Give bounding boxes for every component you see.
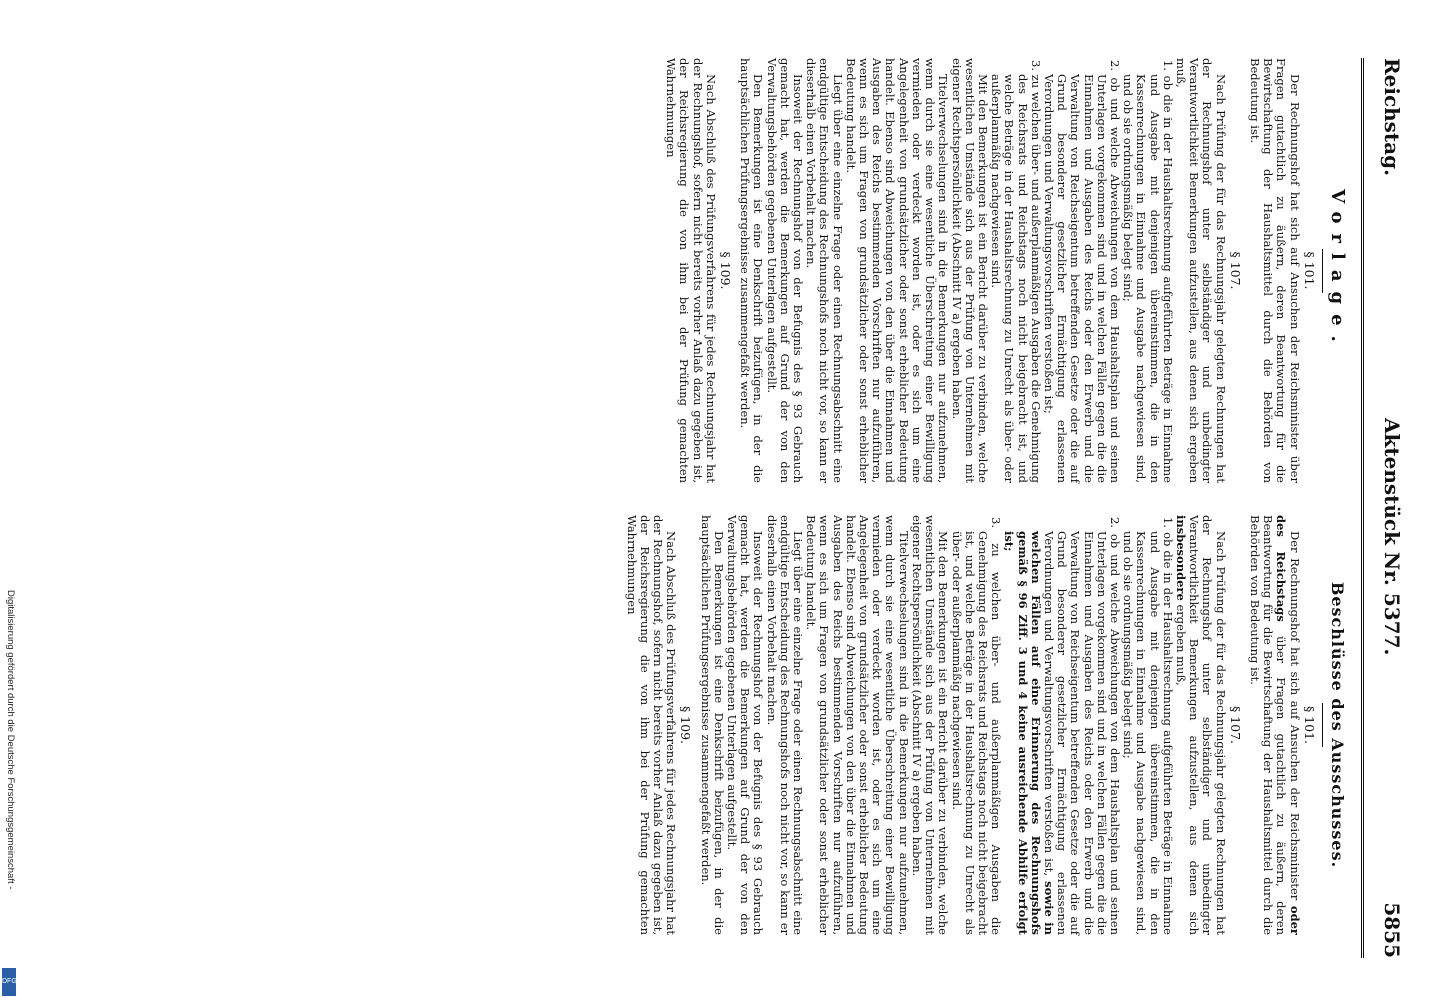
inserted-text: sowie in welchen Fällen auf eine Erinnerung des Rechnungshofs gemäß § 96 Ziff. 3 und 4 keine ausreichende Abhilfe erfolgt ist; — [1002, 531, 1056, 936]
paragraph-vorbehalt: Liegt über eine einzelne Frage oder einen Rechnungsabschnitt eine endgültige Entscheidung des Rechnungshofs noch nicht vor, so kann er dieserhalb einen Vorbehalt machen. — [804, 58, 845, 483]
paragraph-titelverwechselungen: Titelverwechselungen sind in die Bemerkungen nur aufzunehmen, wenn durch sie eine wesentliche Überschreitung einer Bewilligung vermieden oder verdeckt worden ist, oder es sich um eine Angelegenheit von grundsätzlicher oder sonst erheblicher Bedeutung handelt. Ebenso sind Abweichungen von den über die Einnahmen und Ausgaben des Reichs bestimmenden Vorschriften nur aufzuführen, wenn es sich um Fragen von grundsätzlicher oder sonst erheblicher Bedeutung handelt. — [843, 58, 951, 483]
paragraph-titelverwechselungen: Titelverwechselungen sind in die Bemerkungen nur aufzunehmen, wenn durch sie eine wesentliche Überschreitung einer Bewilligung vermieden oder verdeckt worden ist, oder es sich um eine Angelegenheit von grundsätzlicher oder sonst erheblicher Bedeutung handelt. Ebenso sind Abweichungen von den über die Einnahmen und Ausgaben des Reichs bestimmenden Vorschriften nur aufzuführen, wenn es sich um Fragen von grundsätzlicher oder sonst erheblicher Bedeutung handelt. — [804, 515, 911, 935]
paragraph-befugnis: Insoweit der Rechnungshof von der Befugnis des § 93 Gebrauch gemacht hat, werden die Bemerkungen auf Grund der von den Verwaltungsbehörden gegebenen Unterlagen aufgestellt. — [725, 515, 766, 935]
paragraph-denkschrift: Den Bemerkungen ist eine Denkschrift beizufügen, in der die hauptsächlichen Prüfungsergebnisse zusammengefaßt werden. — [698, 515, 726, 935]
column-title-vorlage: Vorlage. — [1327, 189, 1348, 352]
list-item-2: 2. ob und welche Abweichungen von dem Haushaltsplan und seinen Unterlagen vorgekommen sind und in welchen Fällen gegen die die Einnahmen und Ausgaben des Reichs oder den Erwerb und die Verwaltung von Reichseigentum betreffenden Gesetze oder die auf Grund besonderer gesetzlicher Ermächtigung erlassenen Verordnungen und Verwaltungsvorschriften verstoßen ist; — [1041, 60, 1122, 483]
list-item-3: 3. zu welchen über- und außerplanmäßigen Ausgaben die Genehmigung des Reichsrats und Reichstags noch nicht beigebracht ist, und welche Beträge in der Haushaltsrechnung zu Unrecht als über- oder außerplanmäßig nachgewiesen sind. — [949, 517, 1004, 935]
paragraph-bericht: Mit den Bemerkungen ist ein Bericht darüber zu verbinden, welche wesentlichen Umstände sich aus der Prüfung von Unternehmen mit eigener Rechtspersönlichkeit (Abschnitt IV a) ergeben haben. — [909, 515, 951, 935]
section-101-text: Der Rechnungshof hat sich auf Ansuchen der Reichsminister über Fragen gutachtlich zu äußern, deren Beantwortung für die Bewirtschaftung der Haushaltsmittel durch die Behörden von Bedeutung ist. — [1247, 58, 1302, 483]
list-item-1: 1. ob die in der Haushaltsrechnung aufgeführten Beträge in Einnahme und Ausgabe mit denjenigen übereinstimmen, die in den Kassenrechnungen in Einnahme und Ausgabe nachgewiesen sind, und ob sie ordnungsmäßig belegt sind; — [1121, 517, 1175, 935]
text-run: über Fragen gutachtlich zu äußern, deren Beantwortung für die Bewirtschaftung der Haushaltsmittel durch die Behörden von Bedeutung ist. — [1247, 515, 1289, 935]
section-heading-109: § 109. — [678, 705, 694, 745]
inserted-text: insbesondere — [1173, 515, 1188, 601]
column-vorlage — [664, 58, 1348, 483]
digitization-note-text: Digitalisierung gefördert durch die Deutsche Forschungsgemeinschaft - — [5, 590, 16, 890]
list-item-2 — [1002, 517, 1122, 936]
digitization-note — [2, 590, 18, 990]
section-101-text — [1248, 515, 1301, 935]
page-header — [1370, 58, 1404, 958]
text-run: ergeben muß, — [1173, 600, 1188, 686]
header-rule — [1361, 58, 1364, 958]
header-aktenstueck: Aktenstück Nr. 5377. — [1380, 418, 1404, 656]
paragraph-vorbehalt: Liegt über eine einzelne Frage oder einen Rechnungsabschnitt eine endgültige Entscheidung des Rechnungshofs noch nicht vor, so kann er dieserhalb einen Vorbehalt machen. — [764, 515, 806, 935]
paragraph-befugnis: Insoweit der Rechnungshof von der Befugnis des § 93 Gebrauch gemacht hat, werden die Bemerkungen auf Grund der von den Verwaltungsbehörden gegebenen Unterlagen aufgestellt. — [764, 58, 806, 483]
section-heading-109: § 109. — [718, 251, 734, 290]
list-item-3: 3. zu welchen über- und außerplanmäßigen Ausgaben die Genehmigung des Reichsrats und Reichstags noch nicht beigebracht ist, und welche Beträge in der Haushaltsrechnung zu Unrecht als über- oder außerplanmäßig nachgewiesen sind. — [989, 60, 1043, 483]
section-heading-107: § 107. — [1227, 705, 1243, 745]
section-109-text: Nach Abschluß des Prüfungsverfahrens für jedes Rechnungsjahr hat der Rechnungshof, sofern nicht bereits vorher Anlaß dazu gegeben ist, der Reichsregierung die von ihm bei der Prüfung gemachten Wahrnehmungen — [664, 58, 718, 483]
section-heading-101: § 101. — [1301, 251, 1317, 290]
section-107-intro — [1174, 515, 1227, 935]
dfg-logo: DFG — [2, 968, 16, 996]
text-run: Der Rechnungshof hat sich auf Ansuchen der Reichsminister — [1287, 531, 1302, 906]
paragraph-bericht: Mit den Bemerkungen ist ein Bericht darüber zu verbinden, welche wesentlichen Umstände sich aus der Prüfung von Unternehmen mit eigener Rechtspersönlichkeit (Abschnitt IV a) ergeben haben. — [949, 58, 990, 483]
header-reichstag: Reichstag. — [1380, 58, 1404, 177]
title-rule — [1322, 249, 1323, 293]
inserted-text: oder des Reichstags — [1274, 515, 1302, 935]
section-heading-101: § 101. — [1301, 705, 1317, 745]
text-run: 2. ob und welche Abweichungen von dem Haushaltsplan und seinen Unterlagen vorgekommen sind und in welchen Fällen gegen die die Einnahmen und Ausgaben des Reichs oder den Erwerb und die Verwaltung von Reichseigentum betreffenden Gesetze oder die auf Grund besonderer gesetzlicher Ermächtigung erlassenen Verordnungen und Verwaltungsvorschriften verstoßen ist, — [1041, 517, 1122, 935]
text-run: Nach Prüfung der für das Rechnungsjahr gelegten Rechnungen hat der Rechnungshof unter selbständiger und unbedingter Verantwortlichkeit Bemerkungen aufzustellen, aus denen sich — [1187, 515, 1228, 935]
header-page-number: 5855 — [1380, 902, 1404, 958]
title-rule — [1322, 703, 1323, 747]
column-beschluesse — [624, 515, 1347, 936]
column-title-beschluesse: Beschlüsse des Ausschusses. — [1328, 581, 1347, 869]
section-heading-107: § 107. — [1227, 251, 1243, 290]
paragraph-denkschrift: Den Bemerkungen ist eine Denkschrift beizufügen, in der die hauptsächlichen Prüfungsergebnisse zusammengefaßt werden. — [738, 58, 766, 483]
section-109-text: Nach Abschluß des Prüfungsverfahrens für jedes Rechnungsjahr hat der Rechnungshof, sofern nicht bereits vorher Anlaß dazu gegeben ist, der Reichsregierung die von ihm bei der Prüfung gemachten Wahrnehmungen — [624, 515, 679, 935]
section-107-intro: Nach Prüfung der für das Rechnungsjahr gelegten Rechnungen hat der Rechnungshof unter selbständiger und unbedingter Verantwortlichkeit Bemerkungen aufzustellen, aus denen sich ergeben muß, — [1173, 58, 1228, 483]
list-item-1: 1. ob die in der Haushaltsrechnung aufgeführten Beträge in Einnahme und Ausgabe mit denjenigen übereinstimmen, die in den Kassenrechnungen in Einnahme und Ausgabe nachgewiesen sind, und ob sie ordnungsmäßig belegt sind; — [1121, 60, 1175, 483]
